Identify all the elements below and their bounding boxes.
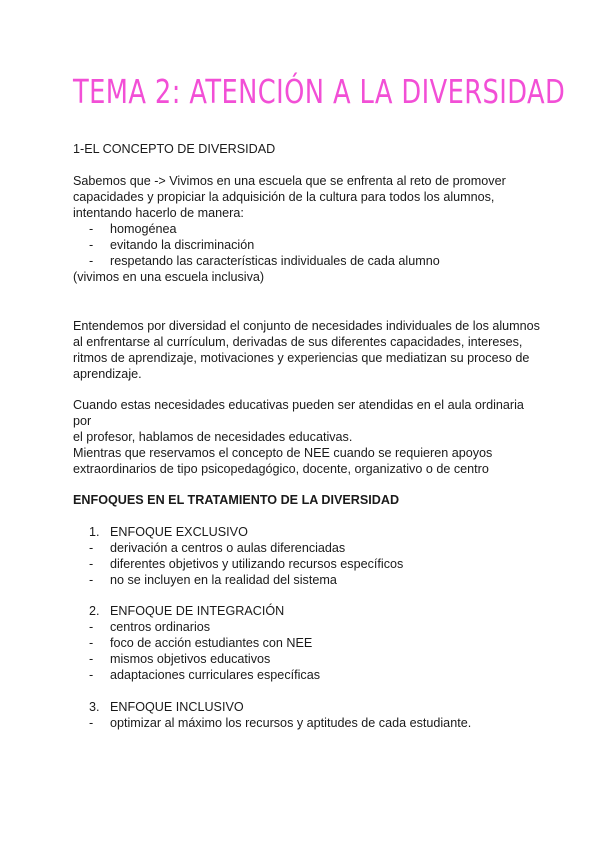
list-item: - evitando la discriminación bbox=[73, 237, 543, 253]
approach-bullets bbox=[73, 715, 543, 731]
document-title: TEMA 2: ATENCIÓN A LA DIVERSIDAD bbox=[73, 72, 566, 111]
approach-exclusivo bbox=[73, 524, 543, 588]
section-heading-concepto bbox=[73, 141, 543, 157]
approach-title bbox=[73, 524, 543, 540]
section-heading: ENFOQUES EN EL TRATAMIENTO DE LA DIVERSIDAD bbox=[73, 493, 400, 507]
paragraph-line: extraordinarios de tipo psicopedagógico, docente, organizativo o de centro bbox=[73, 462, 489, 476]
intro-line: intentando hacerlo de manera: bbox=[73, 206, 244, 220]
approach-bullets bbox=[73, 619, 543, 683]
paragraph-line: aprendizaje. bbox=[73, 367, 142, 381]
list-item: - no se incluyen en la realidad del sistema bbox=[73, 572, 543, 588]
approach-number: 3. bbox=[89, 700, 100, 714]
section-heading: 1-EL CONCEPTO DE DIVERSIDAD bbox=[73, 142, 276, 156]
paragraph-line: ritmos de aprendizaje, motivaciones y experiencias que mediatizan su proceso de bbox=[73, 351, 530, 365]
paragraph-diversidad bbox=[73, 318, 543, 382]
list-item: - respetando las características individuales de cada alumno bbox=[73, 253, 543, 269]
approach-bullets bbox=[73, 540, 543, 588]
approach-label: ENFOQUE EXCLUSIVO bbox=[110, 525, 248, 539]
paragraph-line: Entendemos por diversidad el conjunto de necesidades individuales de los alumnos bbox=[73, 319, 540, 333]
inclusive-note: (vivimos en una escuela inclusiva) bbox=[73, 270, 265, 284]
paragraph-line: Cuando estas necesidades educativas pueden ser atendidas en el aula ordinaria por bbox=[73, 398, 524, 428]
intro-block bbox=[73, 173, 543, 285]
paragraph-line: al enfrentarse al currículum, derivadas de sus diferentes capacidades, intereses, bbox=[73, 335, 523, 349]
approach-label: ENFOQUE INCLUSIVO bbox=[110, 700, 244, 714]
list-item: - centros ordinarios bbox=[73, 619, 543, 635]
approach-integracion bbox=[73, 603, 543, 683]
intro-line: capacidades y propiciar la adquisición de la cultura para todos los alumnos, bbox=[73, 190, 495, 204]
approach-label: ENFOQUE DE INTEGRACIÓN bbox=[110, 604, 285, 618]
paragraph-line: el profesor, hablamos de necesidades educativas. bbox=[73, 430, 353, 444]
section-heading-enfoques bbox=[73, 492, 543, 508]
approach-title bbox=[73, 603, 543, 619]
approach-number: 1. bbox=[89, 525, 100, 539]
paragraph-necesidades bbox=[73, 397, 543, 445]
list-item: - optimizar al máximo los recursos y aptitudes de cada estudiante. bbox=[73, 715, 543, 731]
list-item: - foco de acción estudiantes con NEE bbox=[73, 635, 543, 651]
list-item: - mismos objetivos educativos bbox=[73, 651, 543, 667]
intro-line: Sabemos que -> Vivimos en una escuela que se enfrenta al reto de promover bbox=[73, 174, 506, 188]
approach-inclusivo bbox=[73, 699, 543, 731]
list-item: - adaptaciones curriculares específicas bbox=[73, 667, 543, 683]
manner-list bbox=[73, 221, 543, 269]
approach-number: 2. bbox=[89, 604, 100, 618]
list-item: - diferentes objetivos y utilizando recursos específicos bbox=[73, 556, 543, 572]
list-item: - derivación a centros o aulas diferenciadas bbox=[73, 540, 543, 556]
list-item: - homogénea bbox=[73, 221, 543, 237]
paragraph-line: Mientras que reservamos el concepto de NEE cuando se requieren apoyos bbox=[73, 446, 493, 460]
paragraph-nee bbox=[73, 445, 543, 477]
approach-title bbox=[73, 699, 543, 715]
